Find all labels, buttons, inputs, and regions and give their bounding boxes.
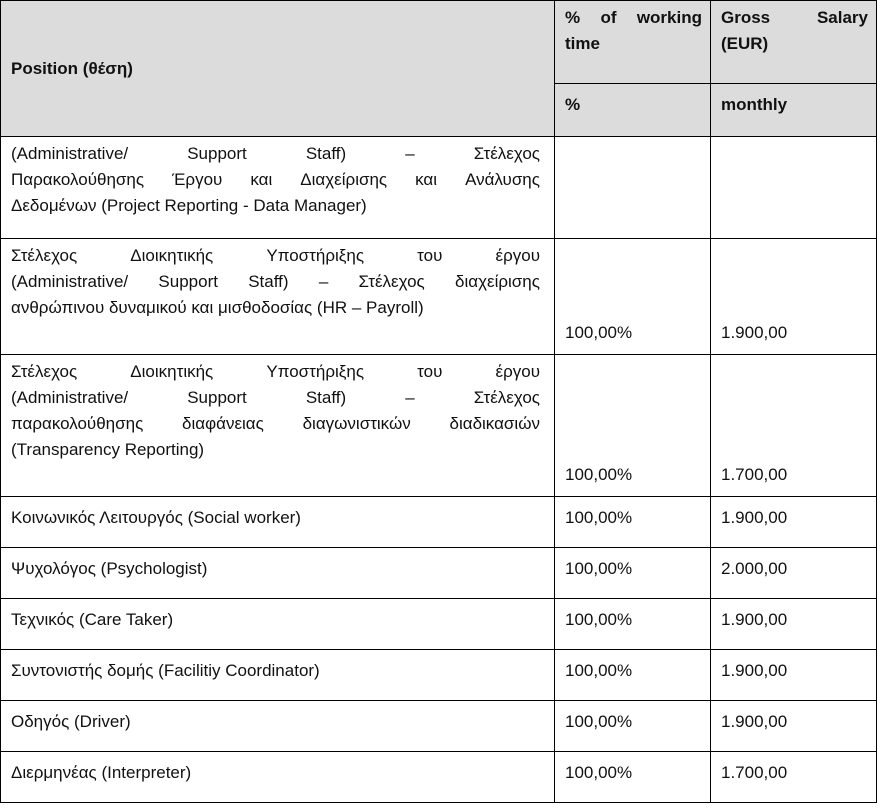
position-cell	[1, 701, 555, 752]
table-row	[1, 137, 877, 239]
position-cell	[1, 239, 555, 355]
salary-cell	[711, 497, 877, 548]
percent-value: 100,00%	[565, 763, 633, 782]
salary-cell	[711, 548, 877, 599]
position-cell	[1, 355, 555, 497]
position-word: έργου	[495, 246, 540, 265]
percent-cell	[555, 752, 711, 803]
position-word: (Administrative/	[11, 388, 129, 407]
position-text: Διερμηνέας (Interpreter)	[11, 763, 192, 782]
table-row	[1, 599, 877, 650]
position-word: Staff)	[305, 388, 347, 407]
salary-cell	[711, 355, 877, 497]
table-row	[1, 497, 877, 548]
position-text: Τεχνικός (Care Taker)	[11, 610, 174, 629]
percent-cell	[555, 701, 711, 752]
salary-value: 1.900,00	[721, 712, 788, 731]
salary-header-label: Gross Salary (EUR)	[721, 8, 868, 53]
working-time-unit: %	[565, 95, 581, 114]
position-word: Staff)	[305, 144, 347, 163]
salary-cell	[711, 239, 877, 355]
position-word: και	[415, 170, 438, 189]
position-word: Support	[187, 388, 247, 407]
salary-value: 1.700,00	[721, 763, 788, 782]
position-word: (Administrative/	[11, 272, 129, 291]
position-word: Διοικητικής	[130, 362, 214, 381]
position-word: και	[250, 170, 273, 189]
position-cell	[1, 599, 555, 650]
working-time-header	[555, 1, 711, 84]
percent-value: 100,00%	[565, 323, 633, 342]
position-word: Στέλεχος	[11, 246, 78, 265]
position-word: –	[318, 272, 329, 291]
percent-value: 100,00%	[565, 610, 633, 629]
percent-cell	[555, 548, 711, 599]
position-header	[1, 1, 555, 137]
position-line: ανθρώπινου δυναμικού και μισθοδοσίας (HR – Payroll)	[11, 298, 424, 317]
position-text	[1, 137, 554, 219]
table-row	[1, 650, 877, 701]
position-line: (Transparency Reporting)	[11, 440, 205, 459]
position-word: Παρακολούθησης	[11, 170, 145, 189]
salary-cell	[711, 599, 877, 650]
position-word: Υποστήριξης	[266, 362, 365, 381]
position-word: Υποστήριξης	[266, 246, 365, 265]
salary-value: 1.700,00	[721, 465, 788, 484]
salary-cell	[711, 752, 877, 803]
salary-value: 1.900,00	[721, 661, 788, 680]
position-line	[11, 359, 540, 385]
position-text: Συντονιστής δομής (Facilitiy Coordinator)	[11, 661, 320, 680]
position-word: του	[417, 246, 443, 265]
position-word: Support	[187, 144, 247, 163]
position-word: Ανάλυσης	[465, 170, 540, 189]
position-word: Στέλεχος	[11, 362, 78, 381]
percent-value: 100,00%	[565, 465, 633, 484]
position-word: έργου	[495, 362, 540, 381]
position-word: Στέλεχος	[473, 388, 540, 407]
percent-value: 100,00%	[565, 712, 633, 731]
position-word: Διοικητικής	[130, 246, 214, 265]
working-time-header-label: % of working time	[565, 8, 702, 53]
position-cell	[1, 548, 555, 599]
position-word: διαγωνιστικών	[302, 414, 411, 433]
table-row	[1, 548, 877, 599]
salary-unit: monthly	[721, 95, 788, 114]
percent-cell	[555, 650, 711, 701]
salary-unit-cell	[711, 84, 877, 137]
position-word: διαφάνειας	[182, 414, 264, 433]
percent-cell	[555, 599, 711, 650]
position-line	[11, 167, 540, 193]
position-text	[1, 239, 554, 321]
percent-cell	[555, 497, 711, 548]
percent-value: 100,00%	[565, 661, 633, 680]
position-cell	[1, 137, 555, 239]
percent-cell	[555, 137, 711, 239]
working-time-unit-cell	[555, 84, 711, 137]
position-line	[11, 411, 540, 437]
table-row	[1, 355, 877, 497]
table-row	[1, 239, 877, 355]
position-word: Staff)	[248, 272, 289, 291]
salary-value: 1.900,00	[721, 508, 788, 527]
position-word: (Administrative/	[11, 144, 129, 163]
position-word: διαχείρισης	[455, 272, 540, 291]
salary-cell	[711, 137, 877, 239]
position-cell	[1, 650, 555, 701]
position-text: Ψυχολόγος (Psychologist)	[11, 559, 208, 578]
position-word: του	[417, 362, 443, 381]
salary-cell	[711, 650, 877, 701]
salary-value: 1.900,00	[721, 610, 788, 629]
salary-value: 1.900,00	[721, 323, 788, 342]
position-text: Οδηγός (Driver)	[11, 712, 131, 731]
position-word: Στέλεχος	[473, 144, 540, 163]
salary-header	[711, 1, 877, 84]
position-word: Support	[158, 272, 218, 291]
position-line	[11, 269, 540, 295]
position-line	[11, 243, 540, 269]
position-header-label: Position (θέση)	[11, 58, 133, 78]
table-row	[1, 701, 877, 752]
position-cell	[1, 497, 555, 548]
percent-value: 100,00%	[565, 559, 633, 578]
table-row	[1, 752, 877, 803]
position-word: Διαχείρισης	[300, 170, 388, 189]
position-word: διαδικασιών	[449, 414, 540, 433]
position-word: –	[405, 144, 415, 163]
header-row	[1, 1, 877, 84]
salary-value: 2.000,00	[721, 559, 788, 578]
position-line	[11, 141, 540, 167]
position-word: Έργου	[172, 170, 223, 189]
percent-value: 100,00%	[565, 508, 633, 527]
position-line	[11, 385, 540, 411]
percent-cell	[555, 355, 711, 497]
position-word: –	[405, 388, 415, 407]
percent-cell	[555, 239, 711, 355]
salary-cell	[711, 701, 877, 752]
position-line: Δεδομένων (Project Reporting - Data Manager)	[11, 196, 367, 215]
position-cell	[1, 752, 555, 803]
position-text: Κοινωνικός Λειτουργός (Social worker)	[11, 508, 301, 527]
position-word: παρακολούθησης	[11, 414, 144, 433]
position-text	[1, 355, 554, 463]
position-word: Στέλεχος	[358, 272, 425, 291]
